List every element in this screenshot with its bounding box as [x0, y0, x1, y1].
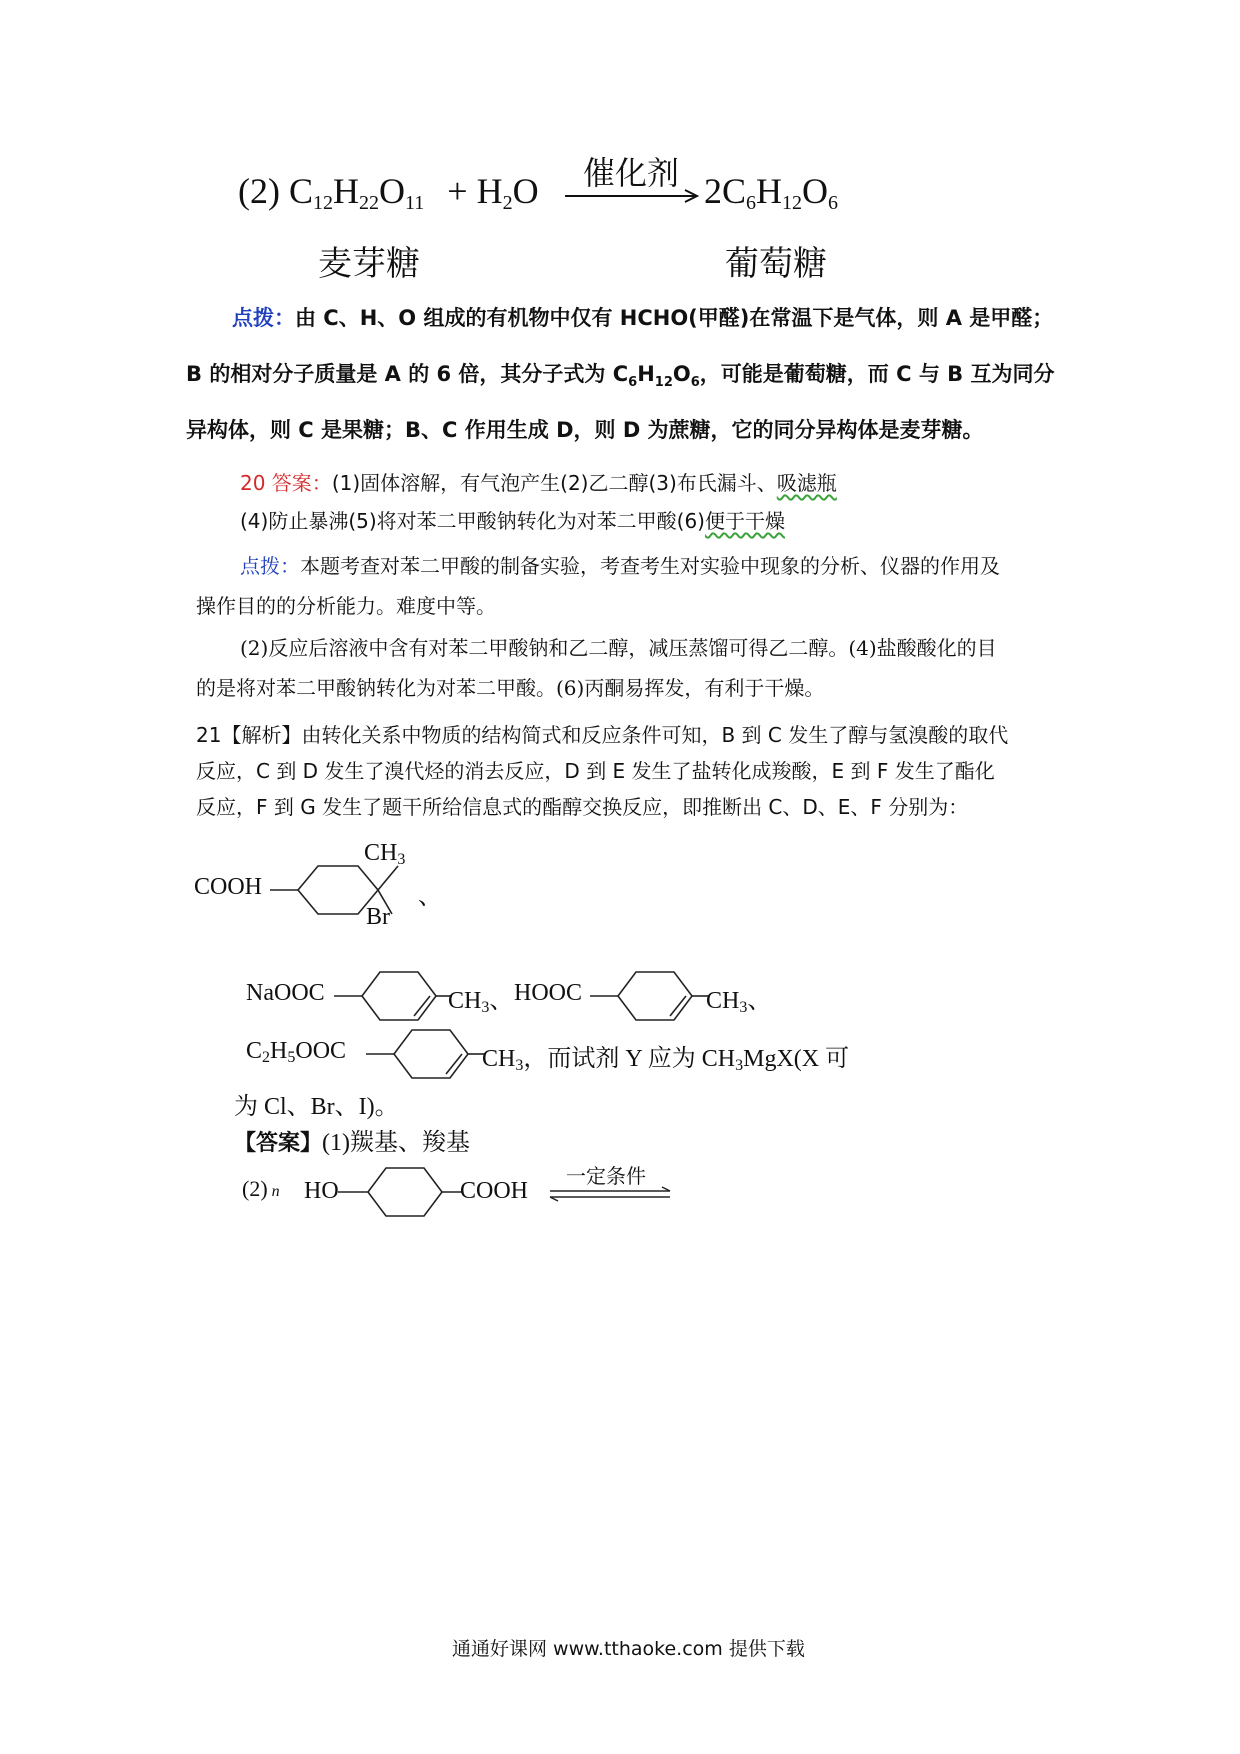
eq-reactant1: $C_{12}H_{22}O_{11}$ — [288, 171, 425, 214]
q20-hint-line3: (2)反应后溶液中含有对苯二甲酸钠和乙二醇，减压蒸馏可得乙二醇。(4)盐酸酸化的目 — [240, 636, 997, 660]
struct4-ethyl: $C_2H_5OOC$ — [246, 1038, 347, 1066]
q20-hint-line1: 点拨：本题考查对苯二甲酸的制备实验，考查考生对实验中现象的分析、仪器的作用及 — [240, 554, 1000, 578]
q20-answer-line1: 20 答案：(1)固体溶解，有气泡产生(2)乙二醇(3)布氏漏斗、吸滤瓶 — [240, 471, 837, 495]
struct4-ch3-tail: $CH_3$，而试剂 Y 应为 $CH_3MgX(X$ 可 — [482, 1046, 850, 1074]
q20-answer-line2: (4)防止暴沸(5)将对苯二甲酸钠转化为对苯二甲酸(6)便于干燥 — [240, 509, 785, 533]
eq-prefix: (2) — [238, 171, 280, 211]
reaction-equation — [238, 170, 539, 215]
struct3-hooc: HOOC — [514, 980, 583, 1006]
q21-answer2-equilibrium-arrow — [546, 1186, 674, 1204]
q21-answer-line1: 【答案】(1)羰基、羧基 — [234, 1130, 470, 1156]
q21-line3: 反应，F 到 G 发生了题干所给信息式的酯醇交换反应，即推断出 C、D、E、F 分别为： — [196, 795, 969, 819]
struct4-ring — [366, 1014, 486, 1094]
eq-plus: + — [447, 171, 468, 211]
struct3-ring — [590, 956, 710, 1036]
hint1-line2: B 的相对分子质量是 A 的 6 倍，其分子式为 $C_6H_{12}O_6$，可能是葡萄糖，而 C 与 B 互为同分 — [186, 362, 1055, 391]
page-footer: 通通好课网 www.tthaoke.com 提供下载 — [452, 1638, 805, 1660]
q21-answer-label: 【答案】 — [234, 1131, 323, 1156]
eq-arrow — [565, 188, 705, 204]
struct1-ch3: $CH_3$ — [364, 840, 406, 868]
hint1-line1: 点拨：由 C、H、O 组成的有机物中仅有 HCHO(甲醛)在常温下是气体，则 A 是甲醛； — [232, 306, 1054, 330]
eq-catalyst: 催化剂 — [583, 154, 680, 192]
struct3-ch3: $CH_3$、 — [706, 988, 772, 1016]
eq-product: $2C_6H_{12}O_6$ — [704, 171, 839, 214]
q20-label: 20 答案： — [240, 471, 332, 495]
struct1-br: Br — [366, 904, 390, 930]
eq-reactant2: $H_2O$ — [476, 171, 539, 214]
hint1-title: 点拨： — [232, 306, 295, 330]
q20-hint-label: 点拨： — [240, 554, 300, 578]
q21-line2: 反应，C 到 D 发生了溴代烃的消去反应，D 到 E 发生了盐转化成羧酸，E 到 F 发生了酯化 — [196, 759, 995, 783]
q21-line1: 21【解析】由转化关系中物质的结构简式和反应条件可知，B 到 C 发生了醇与氢溴酸的取代 — [196, 723, 1009, 747]
q21-answer2-prefix: (2) n — [242, 1176, 280, 1201]
eq-label-glucose: 葡萄糖 — [725, 244, 827, 284]
struct1-cooh: COOH — [194, 874, 263, 900]
q21-line-last: 为 Cl、Br、I)。 — [234, 1094, 399, 1120]
q21-answer2-condition: 一定条件 — [566, 1164, 646, 1188]
struct2-ch3: $CH_3$、 — [448, 988, 514, 1016]
q21-answer2-cooh: COOH — [460, 1178, 529, 1204]
eq-label-maltose: 麦芽糖 — [318, 244, 420, 284]
hint1-line3: 异构体，则 C 是果糖；B、C 作用生成 D，则 D 为蔗糖，它的同分异构体是麦芽糖。 — [186, 418, 984, 442]
q20-hint-line2: 操作目的的分析能力。难度中等。 — [196, 594, 496, 618]
q21-answer2-ring — [338, 1152, 462, 1232]
q21-answer2-ho: HO — [304, 1178, 339, 1204]
struct2-naooc: NaOOC — [246, 980, 325, 1006]
q20-hint-line4: 的是将对苯二甲酸钠转化为对苯二甲酸。(6)丙酮易挥发，有利于干燥。 — [196, 676, 825, 700]
struct1-sep: 、 — [418, 884, 442, 910]
